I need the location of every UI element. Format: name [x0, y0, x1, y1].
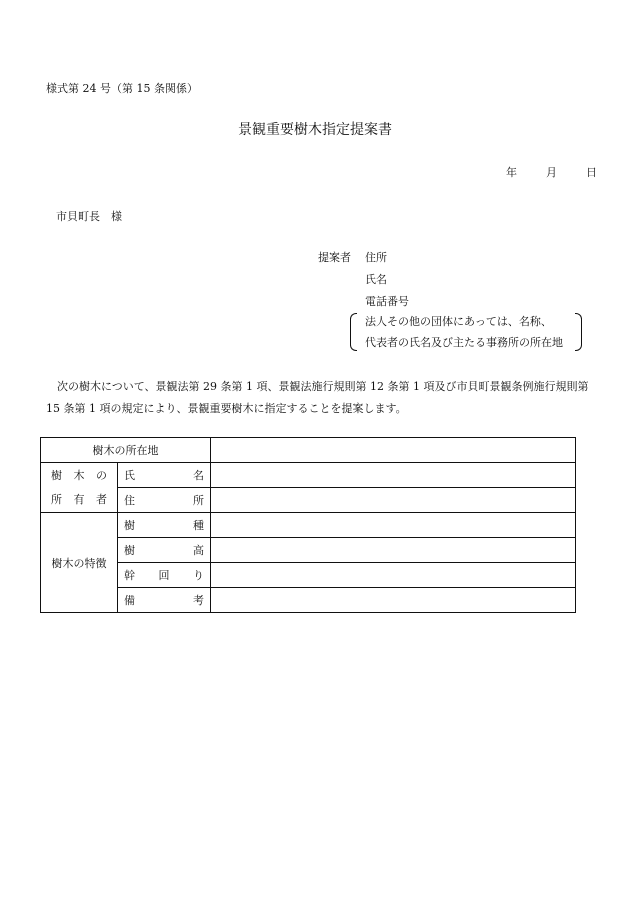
girth-label: 幹 回 り: [118, 563, 211, 588]
addressee: 市貝町長 様: [56, 210, 122, 223]
address-label: 住所: [365, 251, 387, 264]
table-row: [41, 513, 576, 538]
features-group-label: 樹木の特徴: [41, 513, 118, 613]
owner-name-cell[interactable]: [211, 463, 576, 488]
owner-address-label: 住 所: [118, 488, 211, 513]
form-number: 様式第 24 号（第 15 条関係）: [46, 82, 198, 95]
remarks-label: 備 考: [118, 588, 211, 613]
body-text: [46, 376, 592, 420]
owner-address-cell[interactable]: [211, 488, 576, 513]
corporation-note: [350, 311, 582, 351]
body-paragraph: 次の樹木について、景観法第 29 条第 1 項、景観法施行規則第 12 条第 1 項及び市貝町景観条例施行規則第 15 条第 1 項の規定により、景観重要樹木に指定することを提案します。: [46, 380, 589, 415]
date-year: 年: [506, 166, 517, 179]
left-bracket: [350, 313, 357, 351]
date-month: 月: [546, 166, 557, 179]
page-title: 景観重要樹木指定提案書: [238, 122, 392, 138]
species-label: 樹 種: [118, 513, 211, 538]
date-day: 日: [586, 166, 597, 179]
right-bracket: [575, 313, 582, 351]
species-cell[interactable]: [211, 513, 576, 538]
date-line: [506, 164, 597, 180]
corporation-note-line1: 法人その他の団体にあっては、名称、: [365, 315, 552, 328]
table-row: [41, 438, 576, 463]
location-value-cell[interactable]: [211, 438, 576, 463]
proposer-label: 提案者: [318, 251, 351, 264]
tree-info-table: [40, 437, 576, 613]
phone-label: 電話番号: [365, 295, 409, 308]
location-label: 樹木の所在地: [41, 438, 211, 463]
girth-cell[interactable]: [211, 563, 576, 588]
height-label: 樹 高: [118, 538, 211, 563]
remarks-cell[interactable]: [211, 588, 576, 613]
table-row: [41, 563, 576, 588]
owner-name-label: 氏 名: [118, 463, 211, 488]
name-label: 氏名: [365, 273, 387, 286]
corporation-note-line2: 代表者の氏名及び主たる事務所の所在地: [365, 336, 563, 349]
table-row: [41, 538, 576, 563]
table-row: [41, 488, 576, 513]
proposer-block: [318, 250, 409, 316]
owner-group-label: 樹 木 の 所 有 者: [41, 463, 118, 513]
height-cell[interactable]: [211, 538, 576, 563]
table-row: [41, 463, 576, 488]
table-row: [41, 588, 576, 613]
